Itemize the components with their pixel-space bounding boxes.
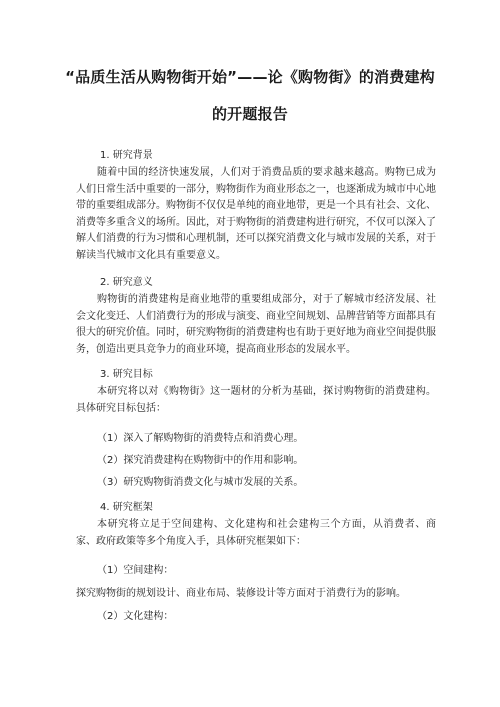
section-paragraph-significance: 购物街的消费建构是商业地带的重要组成部分，对于了解城市经济发展、社会文化变迁、人们消费行为的形成与演变、商业空间规划、品牌营销等方面都具有很大的研究价值。同时，研究购物街的消费建构也有助于更好地为商业空间提供服务，创造出更具竞争力的商业环境，提高商业形态的发展水平。 <box>76 294 436 355</box>
section-paragraph-framework: 本研究将立足于空间建构、文化建构和社会建构三个方面，从消费者、商家、政府政策等多个角度入手，具体研究框架如下： <box>76 519 436 547</box>
objective-item-3: （3）研究购物街消费文化与城市发展的关系。 <box>97 477 304 488</box>
framework-item-cultural: （2）文化建构： <box>97 611 174 622</box>
section-heading-framework: 4. 研究框架 <box>100 502 153 513</box>
document-title-line-2: 的开题报告 <box>211 105 288 123</box>
section-paragraph-background: 随着中国的经济快速发展，人们对于消费品质的要求越来越高。购物已成为人们日常生活中重要的一部分，购物街作为商业形态之一，也逐渐成为城市中心地带的重要组成部分。购物街不仅仅是单纯的商业地带，更是一个具有社会、文化、消费等多重含义的场所。因此，对于购物街的消费建构进行研究，不仅可以深入了解人们消费的行为习惯和心理机制，还可以探究消费文化与城市发展的关系，对于解读当代城市文化具有重要意义。 <box>76 167 436 261</box>
section-paragraph-objectives: 本研究将以对《购物街》这一题材的分析为基础，探讨购物街的消费建构。具体研究目标包括： <box>76 386 436 414</box>
section-heading-background: 1. 研究背景 <box>100 150 153 161</box>
section-heading-significance: 2. 研究意义 <box>100 277 153 288</box>
framework-item-spatial-description: 探究购物街的规划设计、商业布局、装修设计等方面对于消费行为的影响。 <box>76 588 406 599</box>
section-heading-objectives: 3. 研究目标 <box>100 369 153 380</box>
objective-item-2: （2）探究消费建构在购物街中的作用和影响。 <box>97 455 304 466</box>
objective-item-1: （1）深入了解购物街的消费特点和消费心理。 <box>97 433 304 444</box>
framework-item-spatial: （1）空间建构： <box>97 565 174 576</box>
document-title-line-1: “品质生活从购物街开始”——论《购物街》的消费建构 <box>65 68 435 86</box>
